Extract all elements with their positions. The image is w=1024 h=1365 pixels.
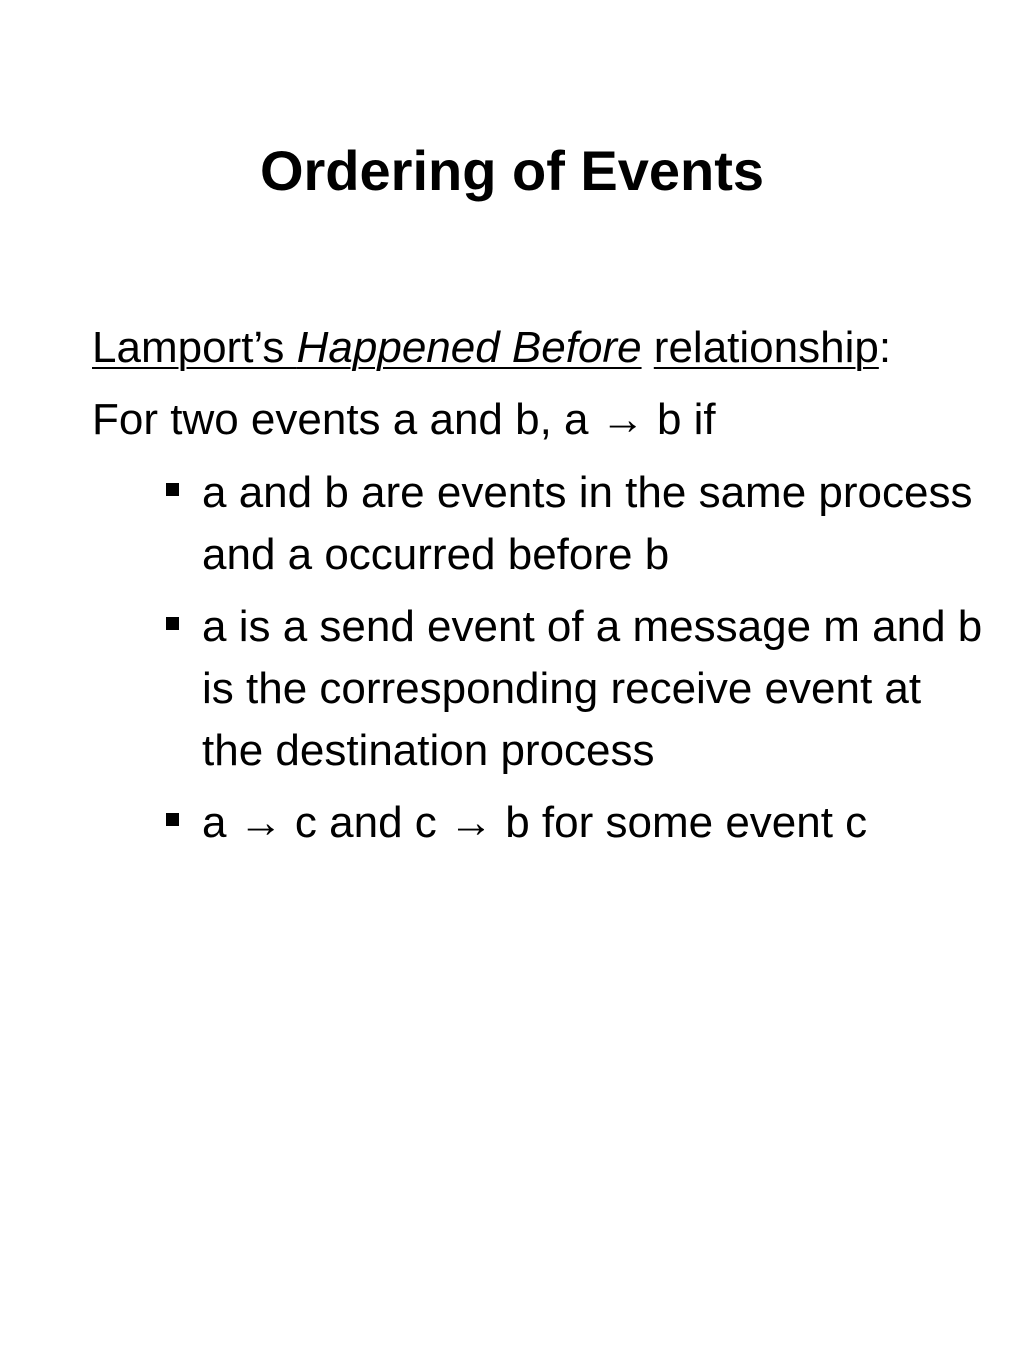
condition-line: For two events a and b, a → b if	[92, 395, 716, 444]
bullet-text: a and b are events in the same process and a occurred before b	[202, 468, 973, 579]
lamport-text: Lamport’s	[92, 323, 297, 372]
colon-text: :	[878, 323, 892, 372]
relationship-text: relationship	[653, 323, 879, 372]
slide-body	[92, 318, 992, 864]
bullet-text: a is a send event of a message m and b is the corresponding receive event at the destination process	[202, 602, 983, 775]
square-bullet-icon	[166, 483, 179, 496]
square-bullet-icon	[166, 813, 179, 826]
happened-before-text: Happened Before	[296, 323, 642, 372]
list-item	[202, 596, 992, 782]
list-item	[202, 792, 992, 854]
intro-paragraph	[92, 318, 992, 378]
slide-title: Ordering of Events	[259, 139, 765, 202]
bullet-list	[92, 462, 992, 854]
list-item	[202, 462, 992, 586]
square-bullet-icon	[166, 617, 179, 630]
bullet-text: a → c and c → b for some event c	[202, 798, 868, 847]
